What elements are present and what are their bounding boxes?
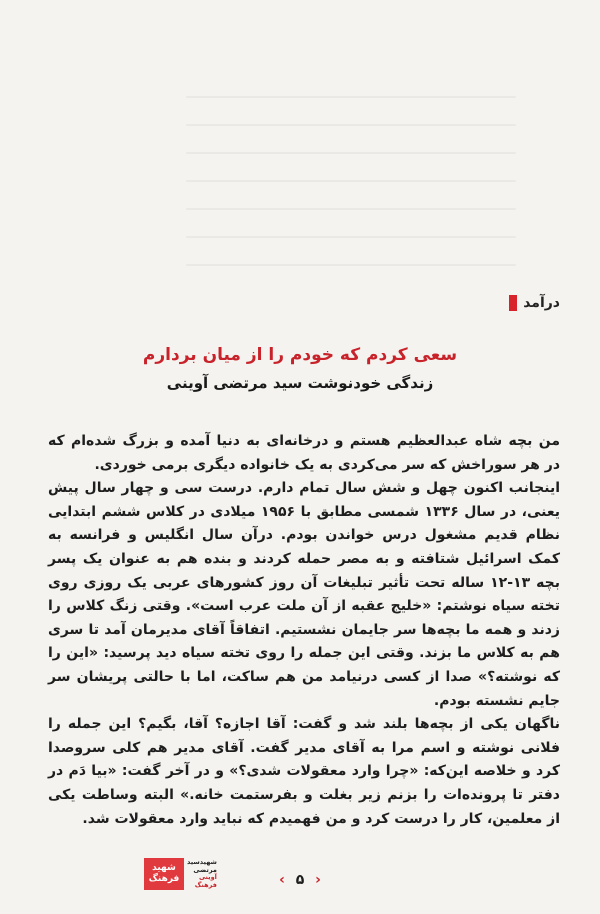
- chapter-title: سعی کردم که خودم را از میان بردارم: [142, 345, 458, 365]
- section-marker-icon: [509, 295, 517, 311]
- logo-badge: شهید فرهنگ: [144, 858, 184, 890]
- show-through-text: [186, 96, 516, 292]
- body-text: [48, 430, 560, 831]
- logo-text: شهیدسید مرتضی آوینی فرهنگ: [187, 858, 217, 889]
- chapter-subtitle: زندگی خودنوشت سید مرتضی آوینی: [166, 374, 434, 392]
- page-number-value: ۵: [295, 872, 305, 888]
- page-number: [0, 872, 600, 888]
- section-title: درآمد: [523, 295, 560, 311]
- chevron-right-icon: ›: [279, 872, 285, 888]
- paragraph: ناگهان یکی از بچه‌ها بلند شد و گفت: آقا اجازه؟ آقا، بگیم؟ این جمله را فلانی نوشته و اسم مرا به آقای مدیر گفت. آقای مدیر هم کلی سروصدا کرد و خلاصه این‌که: «چرا وارد معقولات شدی؟» و در آخر گفت: «بیا دَم در دفتر تا پرونده‌ات را بزنم زیر بغلت و بفرستمت خانه.» البته وساطت یکی از معلمین، کار را درست کرد و من فهمیدم که نباید وارد معقولات شد.: [48, 716, 560, 827]
- section-header: [509, 295, 560, 311]
- chevron-left-icon: ‹: [315, 872, 321, 888]
- paragraph: اینجانب اکنون چهل و شش سال تمام دارم. درست سی و چهار سال پیش یعنی، در سال ۱۳۳۶ شمسی مطابق با ۱۹۵۶ میلادی در کلاس ششم ابتدایی نظام قدیم مشغول درس خواندن بودم. درآن سال انگلیس و فرانسه به کمک اسرائیل شتافته و به مصر حمله کردند و بنده هم به عنوان یک پسر بچه ۱۳-۱۲ ساله تحت تأثیر تبلیغات آن روز کشورهای عربی یک روزی روی تخته سیاه نوشتم: «خلیج عقبه از آن ملت عرب است». وقتی زنگ کلاس را زدند و همه ما بچه‌ها سر جایمان نشستیم. اتفاقاً آقای مدیرمان آمد تا سری هم به کلاس ما بزند. وقتی این جمله را روی تخته سیاه دید پرسید: «این را که نوشته؟» صدا از کسی درنیامد من هم ساکت، اما با حالتی پریشان سر جایم نشسته بودم.: [48, 480, 560, 709]
- paragraph: من بچه شاه عبدالعظیم هستم و درخانه‌ای به دنیا آمده و بزرگ شده‌ام که در هر سوراخش که سر می‌کردی به یک خانواده دیگری برمی خوردی.: [48, 433, 560, 473]
